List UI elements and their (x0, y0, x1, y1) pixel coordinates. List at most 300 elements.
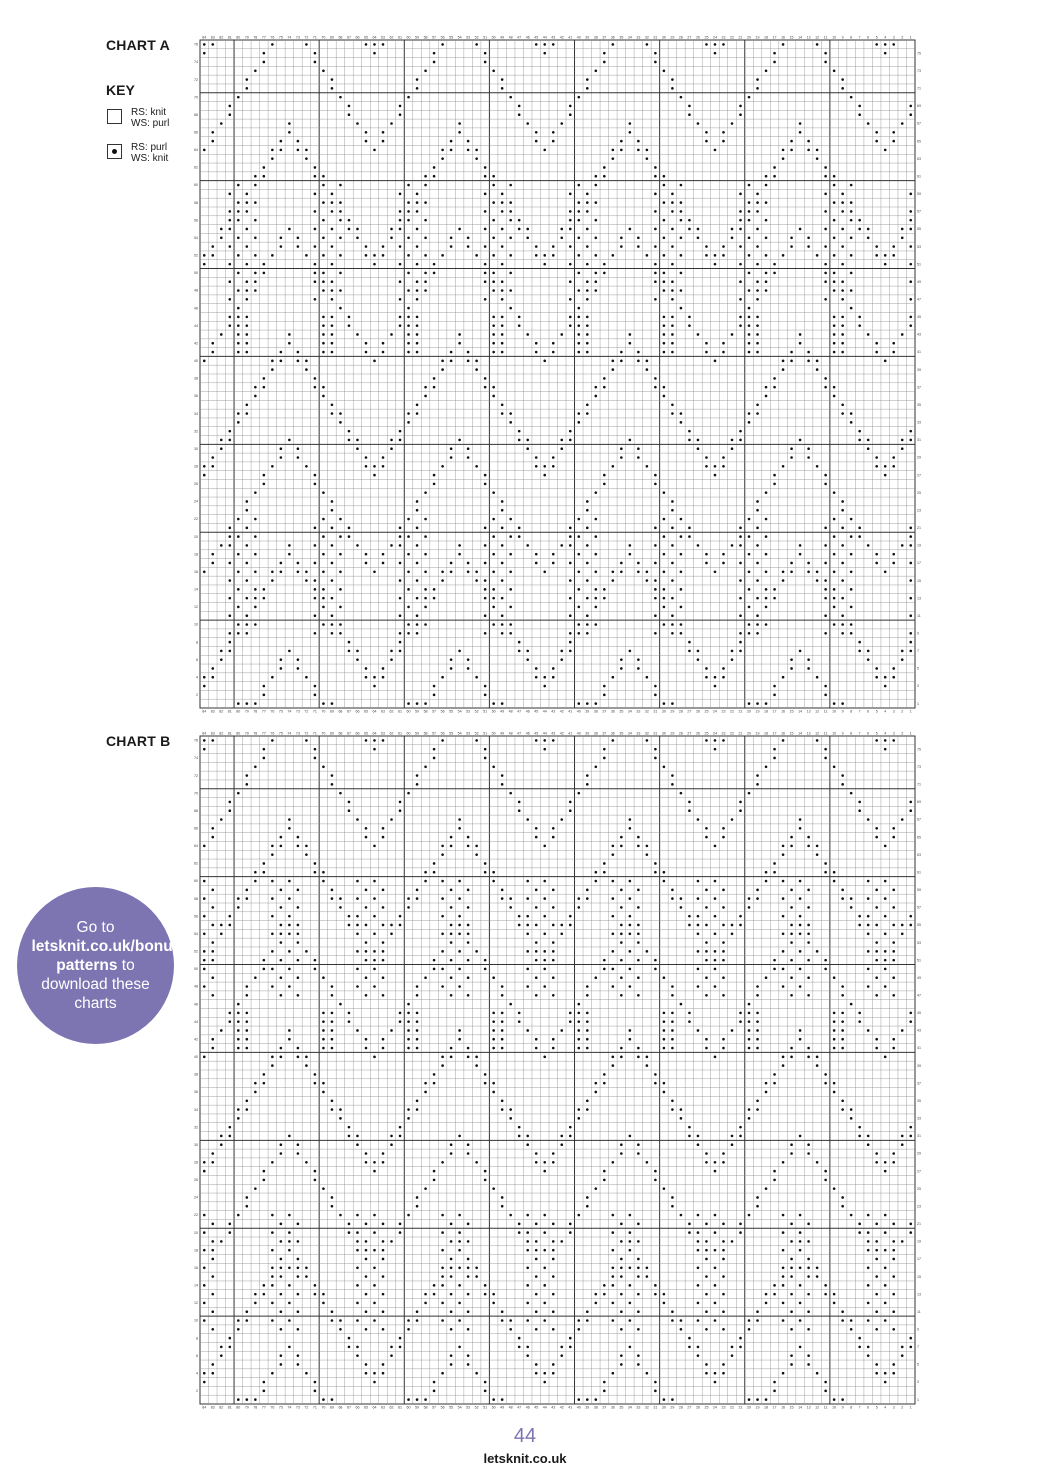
purl-dot (892, 43, 895, 46)
column-number: 3 (892, 731, 895, 736)
purl-dot (297, 1363, 300, 1366)
purl-dot (841, 351, 844, 354)
purl-dot (560, 1135, 563, 1138)
purl-dot (492, 386, 495, 389)
purl-dot (331, 1310, 334, 1313)
purl-dot (680, 421, 683, 424)
purl-dot (322, 342, 325, 345)
purl-dot (288, 342, 291, 345)
purl-dot (612, 254, 615, 257)
purl-dot (416, 412, 419, 415)
purl-dot (492, 175, 495, 178)
purl-dot (603, 959, 606, 962)
purl-dot (501, 298, 504, 301)
purl-dot (211, 1047, 214, 1050)
purl-dot (407, 792, 410, 795)
purl-dot (790, 1056, 793, 1059)
purl-dot (535, 351, 538, 354)
purl-dot (782, 1284, 785, 1287)
purl-dot (288, 122, 291, 125)
purl-dot (552, 351, 555, 354)
purl-dot (416, 623, 419, 626)
purl-dot (450, 976, 453, 979)
purl-dot (586, 316, 589, 319)
purl-dot (492, 1082, 495, 1085)
column-number: 12 (815, 35, 820, 40)
row-number: 60 (194, 183, 198, 188)
purl-dot (841, 579, 844, 582)
purl-dot (697, 1249, 700, 1252)
row-number: 45 (917, 1011, 921, 1016)
purl-dot (739, 641, 742, 644)
purl-dot (407, 1020, 410, 1023)
purl-dot (331, 193, 334, 196)
column-number: 13 (806, 709, 811, 714)
purl-dot (271, 1249, 274, 1252)
column-number: 69 (329, 731, 334, 736)
purl-dot (509, 906, 512, 909)
row-number: 36 (194, 394, 198, 399)
purl-dot (203, 959, 206, 962)
purl-dot (501, 985, 504, 988)
purl-dot (756, 298, 759, 301)
purl-dot (586, 897, 589, 900)
purl-dot (875, 1275, 878, 1278)
purl-dot (450, 845, 453, 848)
purl-dot (867, 1231, 870, 1234)
purl-dot (237, 316, 240, 319)
purl-dot (577, 632, 580, 635)
purl-dot (569, 1126, 572, 1129)
purl-dot (263, 588, 266, 591)
purl-dot (909, 579, 912, 582)
purl-dot (654, 1293, 657, 1296)
purl-dot (680, 184, 683, 187)
purl-dot (280, 959, 283, 962)
purl-dot (484, 1293, 487, 1296)
purl-dot (697, 1302, 700, 1305)
purl-dot (297, 149, 300, 152)
purl-dot (535, 950, 538, 953)
purl-dot (765, 272, 768, 275)
purl-dot (816, 570, 819, 573)
purl-dot (271, 43, 274, 46)
purl-dot (501, 412, 504, 415)
purl-dot (220, 228, 223, 231)
purl-dot (629, 1029, 632, 1032)
purl-dot (390, 1346, 393, 1349)
purl-dot (739, 263, 742, 266)
purl-dot (824, 871, 827, 874)
purl-dot (433, 377, 436, 380)
purl-dot (867, 897, 870, 900)
purl-dot (246, 228, 249, 231)
purl-dot (467, 845, 470, 848)
purl-dot (654, 1381, 657, 1384)
column-number: 48 (508, 731, 513, 736)
row-number: 30 (194, 446, 198, 451)
purl-dot (867, 1214, 870, 1217)
purl-dot (586, 298, 589, 301)
purl-dot (756, 289, 759, 292)
purl-dot (595, 491, 598, 494)
purl-dot (348, 1135, 351, 1138)
purl-dot (211, 676, 214, 679)
purl-dot (688, 1223, 691, 1226)
purl-dot (492, 342, 495, 345)
purl-dot (569, 316, 572, 319)
column-number: 48 (508, 35, 513, 40)
column-number: 39 (585, 709, 590, 714)
purl-dot (782, 1056, 785, 1059)
purl-dot (228, 1231, 231, 1234)
purl-dot (603, 1284, 606, 1287)
column-number: 79 (244, 731, 249, 736)
chart-b-title: CHART B (106, 733, 171, 749)
purl-dot (552, 941, 555, 944)
row-number: 18 (194, 552, 198, 557)
purl-dot (475, 1275, 478, 1278)
column-number: 62 (389, 35, 394, 40)
row-number: 4 (196, 675, 198, 680)
column-number: 10 (832, 1405, 837, 1410)
column-number: 16 (781, 35, 786, 40)
purl-dot (629, 333, 632, 336)
purl-dot (228, 105, 231, 108)
purl-dot (577, 1214, 580, 1217)
purl-dot (663, 333, 666, 336)
purl-dot (467, 1275, 470, 1278)
purl-dot (331, 351, 334, 354)
column-number: 6 (867, 35, 870, 40)
column-number: 14 (798, 709, 803, 714)
purl-dot (688, 641, 691, 644)
purl-dot (237, 272, 240, 275)
purl-dot (467, 1152, 470, 1155)
purl-dot (518, 439, 521, 442)
purl-dot (467, 456, 470, 459)
purl-dot (322, 880, 325, 883)
column-number: 65 (363, 1405, 368, 1410)
purl-dot (356, 1240, 359, 1243)
purl-dot (297, 456, 300, 459)
purl-dot (322, 280, 325, 283)
purl-dot (280, 140, 283, 143)
purl-dot (382, 889, 385, 892)
purl-dot (612, 1284, 615, 1287)
purl-dot (731, 924, 734, 927)
purl-dot (841, 280, 844, 283)
purl-dot (637, 149, 640, 152)
purl-dot (765, 588, 768, 591)
purl-dot (714, 149, 717, 152)
purl-dot (339, 606, 342, 609)
purl-dot (612, 360, 615, 363)
purl-dot (526, 1214, 529, 1217)
purl-dot (543, 1214, 546, 1217)
purl-dot (586, 623, 589, 626)
purl-dot (833, 1029, 836, 1032)
purl-dot (501, 316, 504, 319)
column-number: 61 (398, 1405, 403, 1410)
purl-dot (331, 201, 334, 204)
purl-dot (484, 1381, 487, 1384)
purl-dot (773, 483, 776, 486)
row-number: 28 (194, 1160, 198, 1165)
column-number: 21 (738, 709, 743, 714)
column-number: 57 (432, 1405, 437, 1410)
purl-dot (688, 228, 691, 231)
purl-dot (501, 324, 504, 327)
purl-dot (586, 632, 589, 635)
row-number: 57 (917, 905, 921, 910)
purl-dot (867, 236, 870, 239)
purl-dot (246, 1012, 249, 1015)
purl-dot (365, 959, 368, 962)
row-number: 37 (917, 385, 921, 390)
purl-dot (595, 1398, 598, 1401)
purl-dot (228, 228, 231, 231)
purl-dot (484, 597, 487, 600)
purl-dot (646, 845, 649, 848)
row-number: 2 (196, 1389, 198, 1394)
purl-dot (875, 342, 878, 345)
purl-dot (620, 941, 623, 944)
purl-dot (790, 932, 793, 935)
purl-dot (577, 588, 580, 591)
column-number: 83 (210, 1405, 215, 1410)
purl-dot (705, 1310, 708, 1313)
purl-dot (867, 1266, 870, 1269)
purl-dot (577, 1012, 580, 1015)
column-number: 1 (909, 1405, 912, 1410)
purl-dot (807, 667, 810, 670)
row-number: 3 (917, 1380, 919, 1385)
purl-dot (654, 483, 657, 486)
purl-dot (407, 1012, 410, 1015)
column-number: 80 (236, 35, 241, 40)
purl-dot (297, 1258, 300, 1261)
purl-dot (441, 465, 444, 468)
purl-dot (577, 702, 580, 705)
row-number: 71 (917, 86, 921, 91)
purl-dot (892, 1047, 895, 1050)
purl-dot (824, 280, 827, 283)
purl-dot (756, 544, 759, 547)
column-number: 6 (867, 731, 870, 736)
badge-link[interactable]: letsknit.co.uk/bonus-patterns (31, 938, 187, 974)
purl-dot (382, 131, 385, 134)
purl-dot (271, 149, 274, 152)
purl-dot (782, 254, 785, 257)
purl-dot (492, 1029, 495, 1032)
purl-dot (322, 976, 325, 979)
purl-dot (433, 166, 436, 169)
column-number: 64 (372, 709, 377, 714)
purl-dot (722, 950, 725, 953)
purl-dot (671, 527, 674, 530)
purl-dot (484, 280, 487, 283)
purl-dot (909, 915, 912, 918)
purl-dot (773, 263, 776, 266)
purl-dot (867, 1302, 870, 1305)
purl-dot (824, 562, 827, 565)
purl-dot (535, 456, 538, 459)
purl-dot (501, 614, 504, 617)
purl-dot (288, 131, 291, 134)
purl-dot (722, 1258, 725, 1261)
purl-dot (884, 685, 887, 688)
purl-dot (288, 1240, 291, 1243)
download-badge[interactable] (17, 887, 187, 1044)
column-number: 3 (892, 35, 895, 40)
purl-dot (816, 950, 819, 953)
purl-dot (748, 289, 751, 292)
purl-dot (433, 474, 436, 477)
purl-dot (365, 245, 368, 248)
purl-dot (424, 1398, 427, 1401)
row-number: 60 (194, 879, 198, 884)
purl-dot (416, 87, 419, 90)
purl-dot (629, 1302, 632, 1305)
purl-dot (867, 122, 870, 125)
column-number: 77 (261, 1405, 266, 1410)
purl-dot (254, 588, 257, 591)
purl-dot (263, 1390, 266, 1393)
purl-dot (909, 210, 912, 213)
purl-dot (671, 342, 674, 345)
purl-dot (807, 1047, 810, 1050)
purl-dot (458, 818, 461, 821)
column-number: 27 (687, 709, 692, 714)
column-number: 22 (729, 731, 734, 736)
purl-dot (484, 748, 487, 751)
purl-dot (424, 491, 427, 494)
purl-dot (373, 1231, 376, 1234)
purl-dot (569, 263, 572, 266)
purl-dot (339, 1214, 342, 1217)
purl-dot (450, 1258, 453, 1261)
purl-dot (535, 1038, 538, 1041)
row-number: 25 (917, 1186, 921, 1191)
purl-dot (620, 1293, 623, 1296)
column-number: 38 (593, 35, 598, 40)
purl-dot (765, 880, 768, 883)
purl-dot (773, 748, 776, 751)
purl-dot (756, 623, 759, 626)
column-number: 74 (287, 35, 292, 40)
purl-dot (595, 1091, 598, 1094)
purl-dot (577, 219, 580, 222)
row-number: 33 (917, 1116, 921, 1121)
purl-dot (543, 1381, 546, 1384)
purl-dot (458, 122, 461, 125)
purl-dot (433, 1073, 436, 1076)
column-number: 52 (474, 709, 479, 714)
purl-dot (433, 1170, 436, 1173)
purl-dot (790, 570, 793, 573)
purl-dot (331, 412, 334, 415)
purl-dot (305, 43, 308, 46)
purl-dot (909, 801, 912, 804)
purl-dot (620, 836, 623, 839)
column-number: 25 (704, 1405, 709, 1410)
purl-dot (612, 845, 615, 848)
purl-dot (416, 1108, 419, 1111)
column-number: 76 (270, 35, 275, 40)
purl-dot (211, 906, 214, 909)
purl-dot (705, 959, 708, 962)
purl-dot (543, 1319, 546, 1322)
purl-dot (748, 272, 751, 275)
row-number: 68 (194, 112, 198, 117)
purl-dot (237, 1117, 240, 1120)
purl-dot (646, 1056, 649, 1059)
purl-dot (748, 210, 751, 213)
purl-dot (756, 1196, 759, 1199)
row-number: 70 (194, 95, 198, 100)
purl-dot (663, 570, 666, 573)
purl-dot (543, 748, 546, 751)
column-number: 1 (909, 731, 912, 736)
purl-dot (518, 915, 521, 918)
purl-dot (850, 254, 853, 257)
purl-dot (875, 1258, 878, 1261)
purl-dot (714, 1319, 717, 1322)
purl-dot (620, 1275, 623, 1278)
purl-dot (892, 1249, 895, 1252)
purl-dot (824, 1293, 827, 1296)
purl-dot (552, 676, 555, 679)
purl-dot (765, 236, 768, 239)
purl-dot (731, 1354, 734, 1357)
purl-dot (858, 430, 861, 433)
purl-dot (663, 518, 666, 521)
purl-dot (782, 465, 785, 468)
purl-dot (629, 1266, 632, 1269)
purl-dot (663, 69, 666, 72)
purl-dot (526, 1240, 529, 1243)
purl-dot (492, 597, 495, 600)
purl-dot (484, 52, 487, 55)
purl-dot (722, 1161, 725, 1164)
purl-dot (475, 845, 478, 848)
purl-dot (441, 915, 444, 918)
purl-dot (518, 1020, 521, 1023)
purl-dot (271, 739, 274, 742)
purl-dot (782, 1249, 785, 1252)
purl-dot (501, 193, 504, 196)
purl-dot (841, 1319, 844, 1322)
purl-dot (620, 1240, 623, 1243)
purl-dot (348, 228, 351, 231)
column-number: 40 (576, 1405, 581, 1410)
purl-dot (654, 527, 657, 530)
purl-dot (850, 518, 853, 521)
purl-dot (577, 342, 580, 345)
purl-dot (663, 324, 666, 327)
purl-dot (246, 280, 249, 283)
purl-dot (220, 658, 223, 661)
purl-dot (620, 562, 623, 565)
purl-dot (858, 641, 861, 644)
purl-dot (509, 570, 512, 573)
purl-dot (246, 333, 249, 336)
purl-dot (637, 924, 640, 927)
purl-dot (237, 570, 240, 573)
column-number: 74 (287, 731, 292, 736)
purl-dot (867, 932, 870, 935)
